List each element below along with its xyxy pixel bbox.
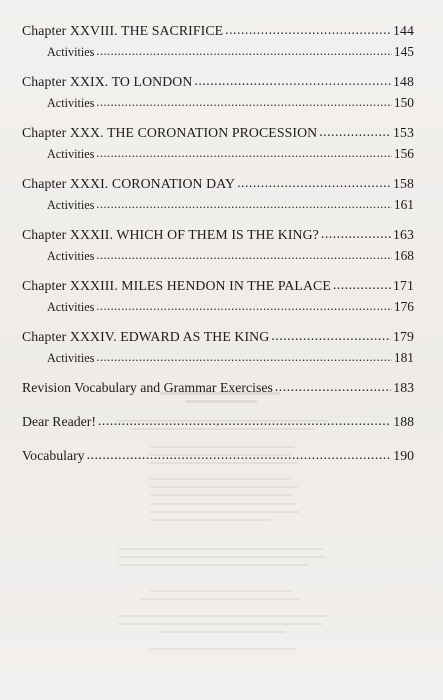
toc-activities-row[interactable] bbox=[22, 96, 414, 110]
dear-reader-title: Dear Reader! bbox=[22, 414, 96, 429]
toc-activities-row[interactable] bbox=[22, 249, 414, 263]
activities-label: Activities bbox=[47, 351, 95, 365]
page-number: 156 bbox=[393, 146, 414, 161]
leader-dots bbox=[225, 23, 391, 37]
toc-chapter-row[interactable] bbox=[22, 228, 414, 244]
leader-dots bbox=[96, 249, 392, 261]
activities-label: Activities bbox=[47, 300, 95, 314]
leader-dots bbox=[96, 300, 392, 312]
page-number: 144 bbox=[393, 23, 414, 38]
page-number: 150 bbox=[393, 95, 414, 110]
page-number: 161 bbox=[393, 197, 414, 212]
activities-label: Activities bbox=[47, 147, 95, 161]
page-number: 188 bbox=[393, 414, 414, 429]
leader-dots bbox=[319, 125, 391, 139]
toc-dear-reader-row[interactable] bbox=[22, 415, 414, 431]
page-number: 168 bbox=[393, 248, 414, 263]
table-of-contents bbox=[22, 24, 414, 465]
leader-dots bbox=[237, 176, 391, 190]
toc-activities-row[interactable] bbox=[22, 198, 414, 212]
chapter-title: Chapter XXXIV. EDWARD AS THE KING bbox=[22, 329, 270, 344]
activities-label: Activities bbox=[47, 45, 95, 59]
leader-dots bbox=[96, 351, 392, 363]
toc-vocabulary-row[interactable] bbox=[22, 449, 414, 465]
toc-chapter-row[interactable] bbox=[22, 279, 414, 295]
leader-dots bbox=[96, 96, 392, 108]
page-number: 163 bbox=[393, 227, 414, 242]
page-number: 148 bbox=[393, 74, 414, 89]
leader-dots bbox=[98, 414, 391, 428]
leader-dots bbox=[96, 147, 392, 159]
page-number: 183 bbox=[393, 380, 414, 395]
leader-dots bbox=[275, 380, 391, 394]
activities-label: Activities bbox=[47, 198, 95, 212]
chapter-title: Chapter XXIX. TO LONDON bbox=[22, 74, 193, 89]
activities-label: Activities bbox=[47, 249, 95, 263]
page-number: 190 bbox=[393, 448, 414, 463]
vocabulary-title: Vocabulary bbox=[22, 448, 85, 463]
chapter-title: Chapter XXVIII. THE SACRIFICE bbox=[22, 23, 224, 38]
leader-dots bbox=[96, 198, 392, 210]
page-number: 158 bbox=[393, 176, 414, 191]
toc-activities-row[interactable] bbox=[22, 351, 414, 365]
toc-chapter-row[interactable] bbox=[22, 177, 414, 193]
chapter-title: Chapter XXX. THE CORONATION PROCESSION bbox=[22, 125, 318, 140]
activities-label: Activities bbox=[47, 96, 95, 110]
toc-chapter-row[interactable] bbox=[22, 75, 414, 91]
leader-dots bbox=[321, 227, 391, 241]
toc-revision-row[interactable] bbox=[22, 381, 414, 397]
leader-dots bbox=[87, 448, 392, 462]
toc-chapter-row[interactable] bbox=[22, 126, 414, 142]
toc-activities-row[interactable] bbox=[22, 45, 414, 59]
toc-activities-row[interactable] bbox=[22, 147, 414, 161]
leader-dots bbox=[271, 329, 391, 343]
toc-activities-row[interactable] bbox=[22, 300, 414, 314]
toc-chapter-row[interactable] bbox=[22, 24, 414, 40]
leader-dots bbox=[96, 45, 392, 57]
toc-chapter-row[interactable] bbox=[22, 330, 414, 346]
chapter-title: Chapter XXXIII. MILES HENDON IN THE PALACE bbox=[22, 278, 331, 293]
leader-dots bbox=[333, 278, 391, 292]
page-number: 181 bbox=[393, 350, 414, 365]
chapter-title: Chapter XXXII. WHICH OF THEM IS THE KING? bbox=[22, 227, 319, 242]
page-number: 176 bbox=[393, 299, 414, 314]
revision-title: Revision Vocabulary and Grammar Exercises bbox=[22, 380, 273, 395]
page-number: 171 bbox=[393, 278, 414, 293]
page-number: 153 bbox=[393, 125, 414, 140]
chapter-title: Chapter XXXI. CORONATION DAY bbox=[22, 176, 236, 191]
leader-dots bbox=[194, 74, 391, 88]
page-number: 145 bbox=[393, 44, 414, 59]
page-number: 179 bbox=[393, 329, 414, 344]
